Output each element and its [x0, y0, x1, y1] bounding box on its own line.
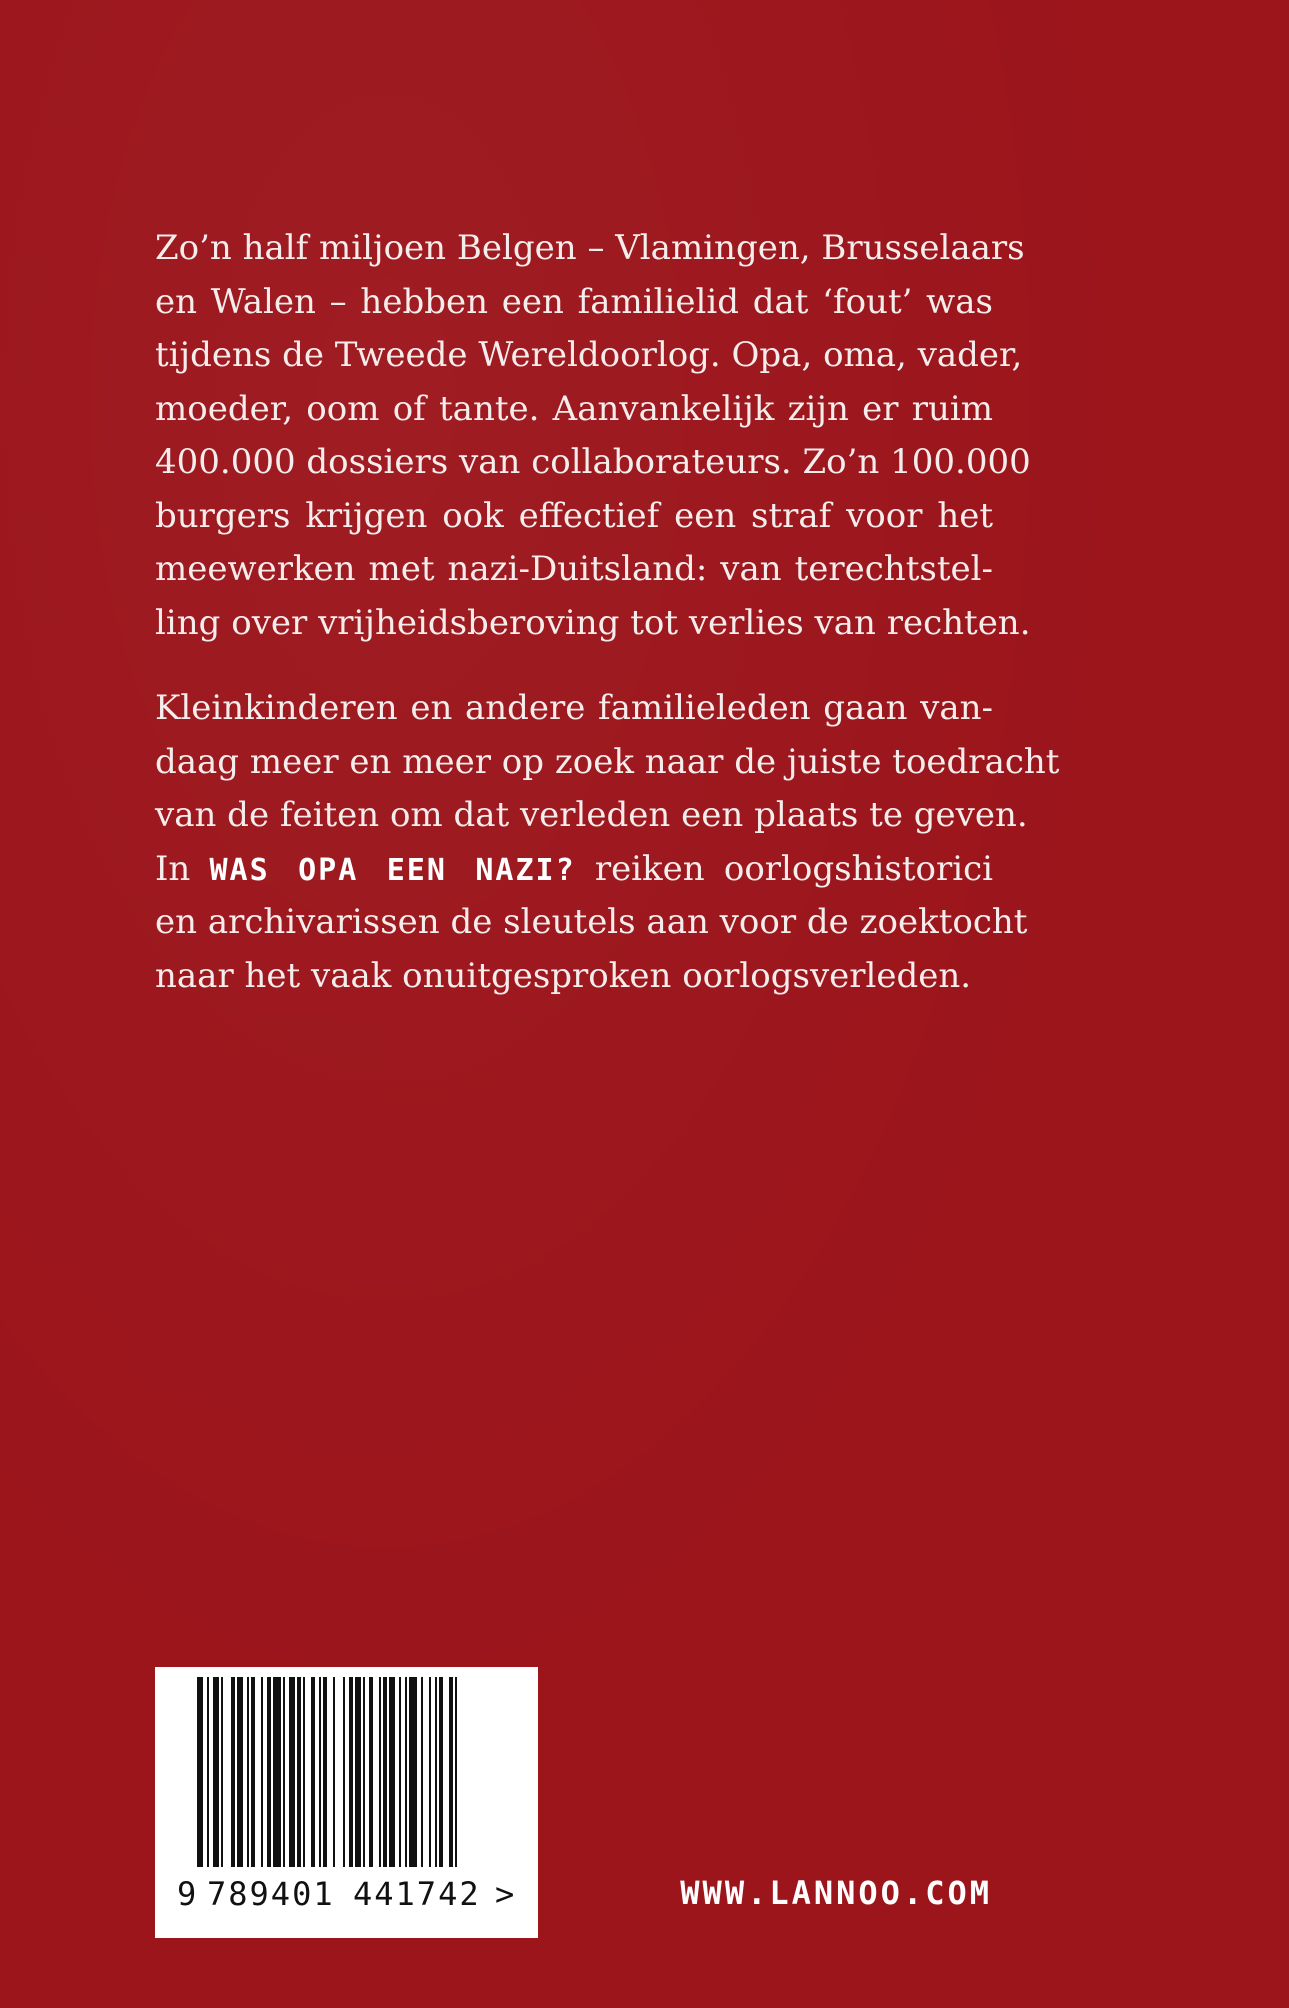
barcode-bar: [207, 1677, 209, 1867]
barcode-bar: [303, 1677, 305, 1867]
barcode-bar: [323, 1677, 327, 1867]
blurb-line: naar het vaak onuitgesproken oorlogsverleden.: [155, 955, 972, 996]
barcode-bar: [213, 1677, 219, 1867]
barcode-bar: [261, 1677, 263, 1867]
barcode-bar: [389, 1677, 395, 1867]
barcode-bar: [319, 1677, 321, 1867]
barcode-first-digit: 9: [177, 1875, 197, 1913]
barcode-bar: [369, 1677, 373, 1867]
barcode-bar: [197, 1677, 203, 1867]
barcode-bar: [405, 1677, 407, 1867]
blurb-paragraph-2: [155, 682, 1060, 1003]
barcode-bar: [429, 1677, 431, 1867]
barcode-bar: [289, 1677, 295, 1867]
barcode-bar: [455, 1677, 457, 1867]
barcode-bar: [439, 1677, 443, 1867]
barcode-bar: [399, 1677, 401, 1867]
blurb-line: meewerken met nazi-Duitsland: van terechtstel-: [155, 549, 993, 589]
blurb-line-with-title: [155, 843, 993, 897]
book-title-inline: WAS OPA EEN NAZI?: [209, 852, 576, 888]
barcode-bar: [449, 1677, 453, 1867]
barcode-bar: [221, 1677, 223, 1867]
blurb-line: burgers krijgen ook effectief een straf voor het: [155, 495, 993, 536]
barcode-bar: [251, 1677, 255, 1867]
barcode-bar: [343, 1677, 345, 1867]
barcode-digit-group-1: 789401: [207, 1875, 335, 1913]
barcode-bar: [237, 1677, 243, 1867]
barcode-bar: [247, 1677, 249, 1867]
barcode-bar: [273, 1677, 281, 1867]
blurb-line: daag meer en meer op zoek naar de juiste toedracht: [155, 741, 1060, 782]
barcode-bar: [267, 1677, 271, 1867]
isbn-barcode: [155, 1667, 538, 1938]
blurb-line: 400.000 dossiers van collaborateurs. Zo’n 100.000: [155, 442, 1031, 482]
barcode-digit-group-2: 441742: [353, 1875, 481, 1913]
barcode-bar: [421, 1677, 423, 1867]
blurb-paragraph-1: [155, 222, 1031, 650]
barcode-bar: [435, 1677, 437, 1867]
blurb-line-prefix: In: [155, 848, 191, 889]
barcode-bar: [283, 1677, 285, 1867]
blurb-line: van de feiten om dat verleden een plaats te geven.: [155, 795, 1028, 835]
blurb-line: ling over vrijheidsberoving tot verlies van rechten.: [155, 602, 1031, 643]
blurb-line: en Walen – hebben een familielid dat ‘fout’ was: [155, 281, 993, 322]
barcode-bar: [379, 1677, 381, 1867]
blurb-line: Kleinkinderen en andere familieleden gaan van-: [155, 688, 993, 728]
blurb-line: Zo’n half miljoen Belgen – Vlamingen, Brusselaars: [155, 228, 1025, 268]
blurb-line: moeder, oom of tante. Aanvankelijk zijn er ruim: [155, 388, 993, 429]
barcode-bar: [409, 1677, 417, 1867]
barcode-bar: [355, 1677, 361, 1867]
blurb-line: en archivarissen de sleutels aan voor de zoektocht: [155, 902, 1028, 942]
barcode-bar: [349, 1677, 353, 1867]
barcode-bar: [363, 1677, 365, 1867]
blurb-line: tijdens de Tweede Wereldoorlog. Opa, oma, vader,: [155, 335, 1023, 375]
barcode-bar: [297, 1677, 301, 1867]
barcode-bar: [231, 1677, 235, 1867]
blurb-line-suffix: reiken oorlogshistorici: [594, 848, 993, 889]
barcode-bar: [333, 1677, 335, 1867]
barcode-bar: [311, 1677, 315, 1867]
publisher-website: WWW.LANNOO.COM: [680, 1874, 992, 1912]
barcode-arrow: >: [495, 1875, 515, 1913]
barcode-bar: [383, 1677, 387, 1867]
